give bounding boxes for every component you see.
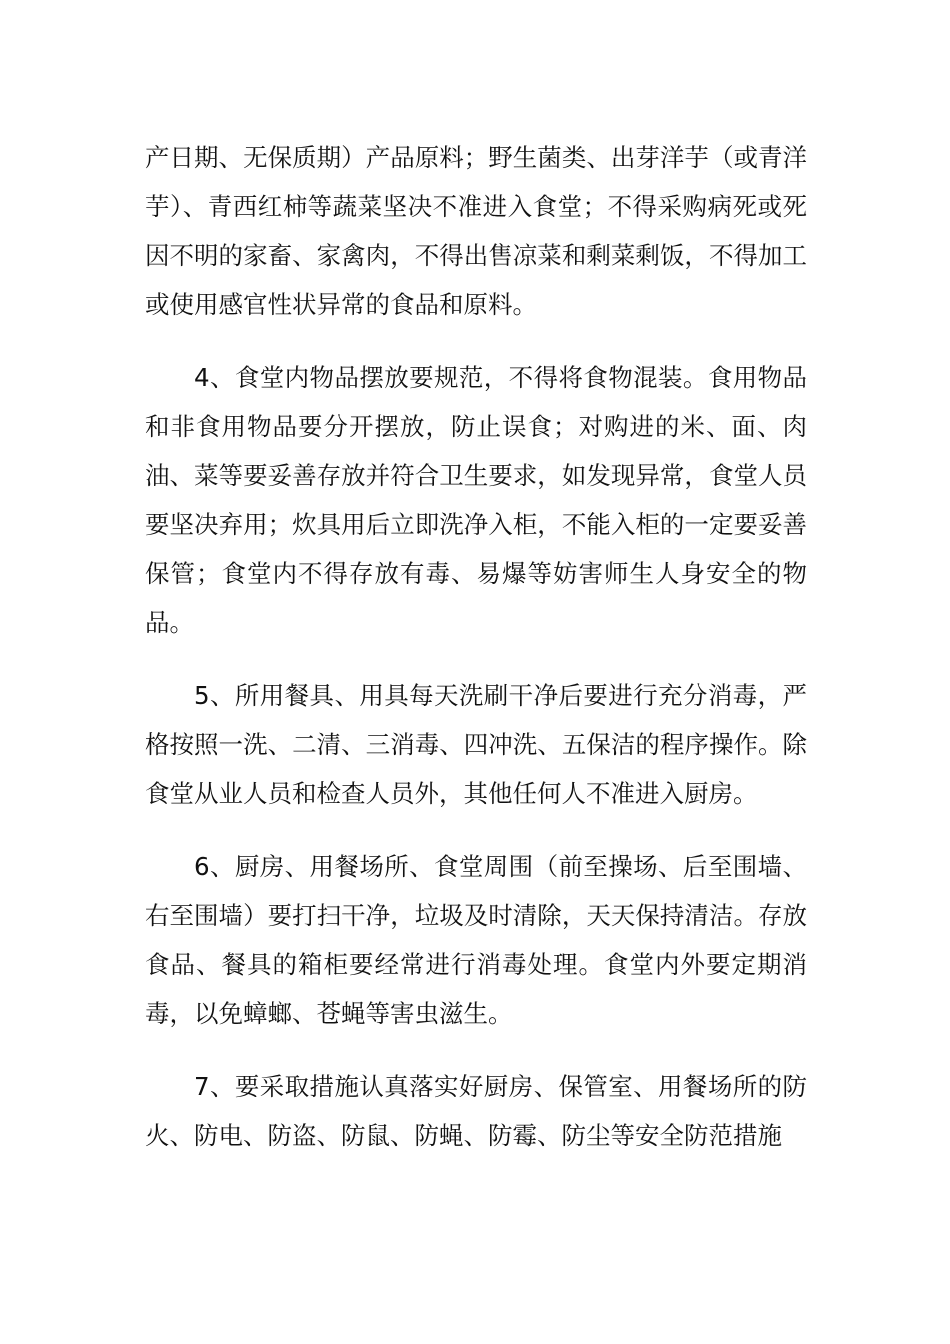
paragraph-item-4: 4、食堂内物品摆放要规范，不得将食物混装。食用物品和非食用物品要分开摆放，防止误食；对购进的米、面、肉油、菜等要妥善存放并符合卫生要求，如发现异常，食堂人员要坚决弃用；炊具用后立即洗净入柜，不能入柜的一定要妥善保管；食堂内不得存放有毒、易爆等妨害师生人身安全的物品。 bbox=[145, 363, 807, 637]
document-body bbox=[145, 133, 807, 1160]
paragraph-item-7: 7、要采取措施认真落实好厨房、保管室、用餐场所的防火、防电、防盗、防鼠、防蝇、防霉、防尘等安全防范措施 bbox=[145, 1072, 807, 1150]
paragraph-item-6: 6、厨房、用餐场所、食堂周围（前至操场、后至围墙、右至围墙）要打扫干净，垃圾及时清除，天天保持清洁。存放食品、餐具的箱柜要经常进行消毒处理。食堂内外要定期消毒，以免蟑螂、苍蝇等害虫滋生。 bbox=[145, 852, 807, 1028]
paragraph-continuation: 产日期、无保质期）产品原料；野生菌类、出芽洋芋（或青洋芋）、青西红柿等蔬菜坚决不准进入食堂；不得采购病死或死因不明的家畜、家禽肉，不得出售凉菜和剩菜剩饭，不得加工或使用感官性状异常的食品和原料。 bbox=[145, 143, 807, 319]
paragraph-item-5: 5、所用餐具、用具每天洗刷干净后要进行充分消毒，严格按照一洗、二清、三消毒、四冲洗、五保洁的程序操作。除食堂从业人员和检查人员外，其他任何人不准进入厨房。 bbox=[145, 681, 807, 808]
